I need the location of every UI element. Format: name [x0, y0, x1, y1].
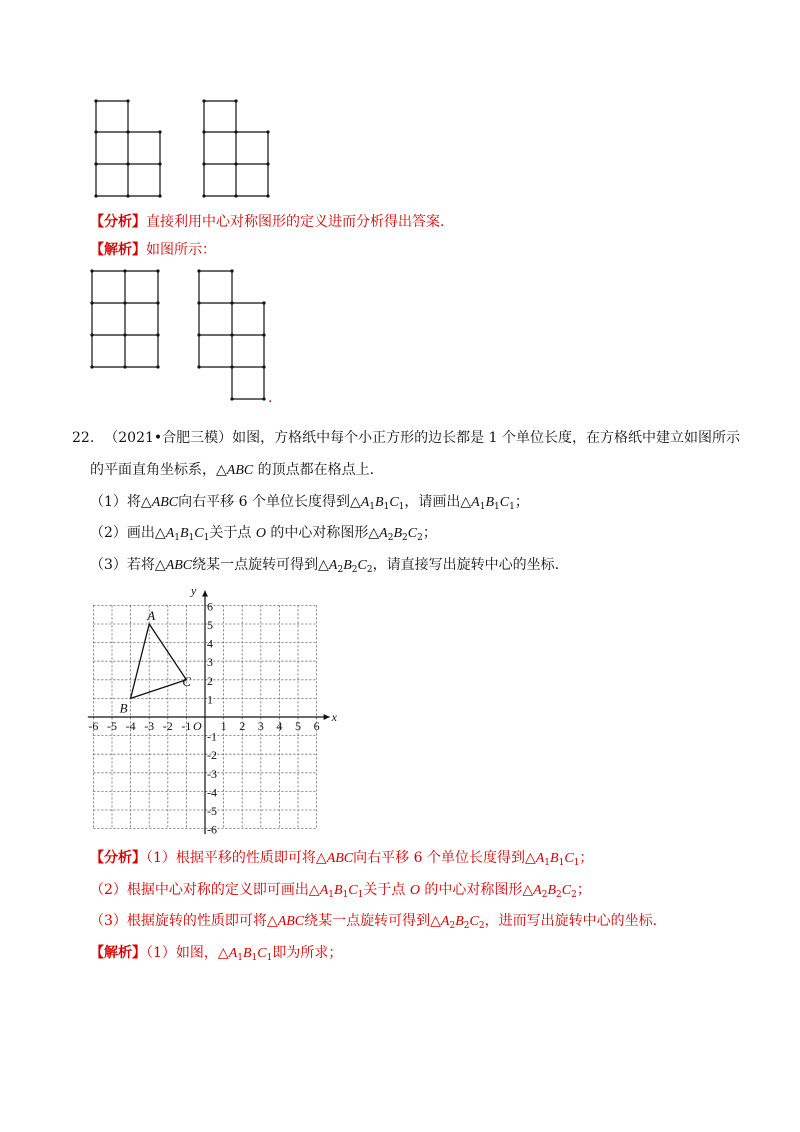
x-tick-label: -5: [107, 719, 117, 733]
point-label-a: A: [147, 608, 156, 623]
x-tick-label: 5: [295, 719, 301, 733]
x-axis-label: x: [331, 710, 337, 724]
coordinate-grid: [90, 585, 350, 835]
trailing-dot: .: [268, 390, 273, 406]
x-tick-label: -4: [125, 719, 136, 733]
x-tick-label: -6: [88, 719, 99, 733]
y-axis-label: y: [191, 583, 197, 598]
question-part-1: （1）将△ABC向右平移 6 个单位长度得到$\triangle A_1B_1C_1$，请画出$\triangle A_1B_1C_1$；: [90, 494, 529, 512]
point-label-c: C: [182, 673, 192, 689]
y-tick-label: -2: [207, 748, 217, 763]
shape-grid-figure-2: [86, 265, 286, 405]
y-tick-label: -6: [207, 822, 217, 837]
y-axis-arrow: [202, 591, 208, 597]
y-tick-label: -3: [207, 766, 217, 781]
y-tick-label: -5: [207, 804, 217, 818]
origin-label: O: [193, 719, 202, 733]
x-tick-label: 2: [239, 719, 246, 733]
y-tick-label: 2: [207, 673, 213, 688]
y-tick-label: 4: [207, 636, 213, 651]
y-tick-label: -1: [207, 729, 217, 744]
x-tick-label: -2: [162, 719, 173, 733]
analysis-line-1: 【分析】（1）根据平移的性质即可将△ABC向右平移 6 个单位长度得到$\triangle A_1B_1C_1$；: [90, 850, 594, 868]
point-label-b: B: [119, 700, 128, 716]
y-tick-label: -4: [207, 785, 217, 800]
question-part-3: （3）若将△ABC绕某一点旋转可得到$\triangle A_2B_2C_2$，请直接写出旋转中心的坐标.: [90, 557, 560, 575]
solution-line-1: 【解析】（1）如图，$\triangle A_1B_1C_1$即为所求；: [90, 945, 343, 963]
analysis-label: 【分析】: [90, 214, 146, 230]
x-tick-label: 3: [257, 719, 264, 733]
question-source: （2021•合肥三模）: [104, 430, 233, 446]
y-tick-label: 5: [207, 618, 213, 632]
question-number: 22.: [72, 430, 95, 446]
x-tick-label: -1: [181, 719, 192, 733]
shape-grid-figure-1: [90, 95, 290, 205]
analysis-line-2: （2）根据中心对称的定义即可画出$\triangle A_1B_1C_1$关于点 O 的中心对称图形$\triangle A_2B_2C_2$；: [90, 882, 591, 900]
solution-text: 如图所示：: [146, 242, 216, 258]
x-tick-label: 1: [220, 719, 227, 733]
solution-label: 【解析】: [90, 242, 146, 258]
x-axis-arrow: [324, 714, 330, 720]
question-stem-line-2: 的平面直角坐标系，△ABC 的顶点都在格点上.: [90, 462, 375, 478]
analysis-text: 直接利用中心对称图形的定义进而分析得出答案.: [146, 214, 445, 230]
solution-line-top: [90, 240, 216, 260]
y-tick-label: 3: [207, 655, 213, 670]
question-part-2: （2）画出$\triangle A_1B_1C_1$关于点 O 的中心对称图形$\triangle A_2B_2C_2$；: [90, 525, 437, 543]
x-tick-label: 6: [313, 719, 320, 733]
x-tick-label: -3: [144, 719, 155, 733]
y-tick-label: 1: [207, 692, 213, 707]
question-stem-line-1: 22. （2021•合肥三模）如图，方格纸中每个小正方形的边长都是 1 个单位长度，在方格纸中建立如图所示: [72, 430, 740, 446]
analysis-line-3: （3）根据旋转的性质即可将△ABC绕某一点旋转可得到$\triangle A_2B_2C_2$，进而写出旋转中心的坐标.: [90, 913, 658, 931]
x-tick-label: 4: [276, 719, 283, 733]
y-tick-label: 6: [207, 599, 213, 614]
analysis-line-top: [90, 212, 444, 232]
